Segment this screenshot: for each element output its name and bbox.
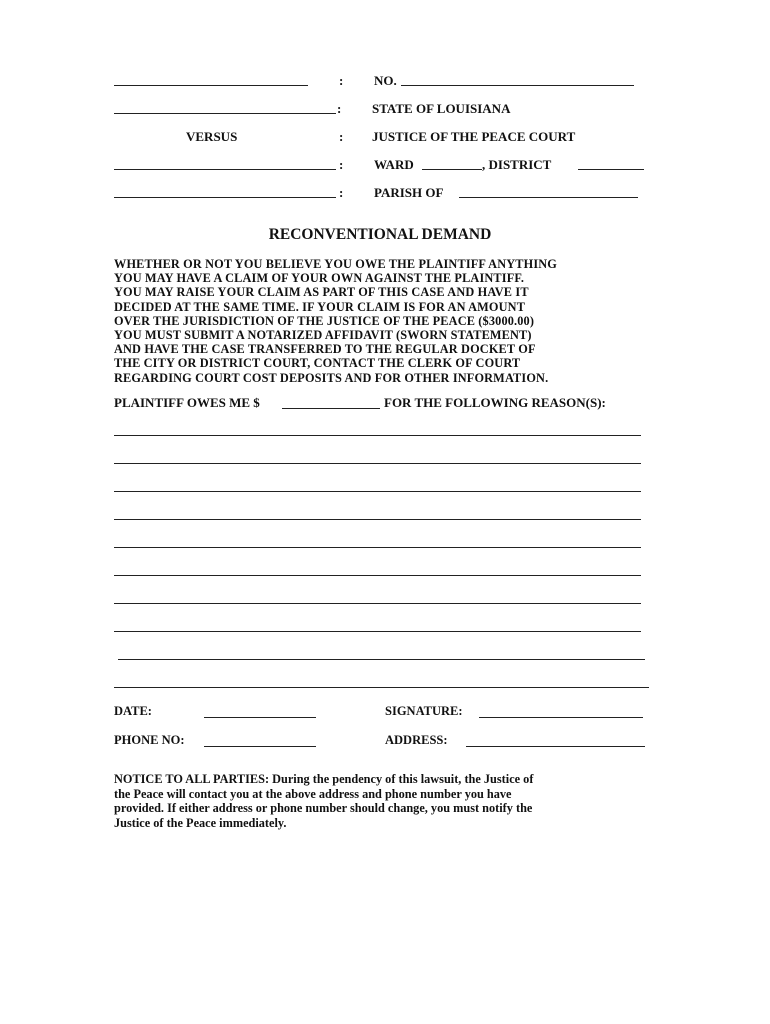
caption-colon: : <box>339 129 344 144</box>
owes-prefix: PLAINTIFF OWES ME $ <box>114 395 260 410</box>
notice-line: Justice of the Peace immediately. <box>114 815 287 830</box>
parish-label: PARISH OF <box>374 185 444 200</box>
party-line-4[interactable] <box>114 197 336 198</box>
phone-label: PHONE NO: <box>114 733 185 747</box>
amount-field[interactable] <box>282 408 380 409</box>
instructions-line: OVER THE JURISDICTION OF THE JUSTICE OF THE PEACE ($3000.00) <box>114 313 535 328</box>
reason-line[interactable] <box>114 463 641 464</box>
reason-line[interactable] <box>114 519 641 520</box>
instructions-line: YOU MUST SUBMIT A NOTARIZED AFFIDAVIT (SWORN STATEMENT) <box>114 328 532 343</box>
reason-line[interactable] <box>114 603 641 604</box>
address-label: ADDRESS: <box>385 733 448 747</box>
date-label: DATE: <box>114 704 152 718</box>
phone-field[interactable] <box>204 746 316 747</box>
reason-line[interactable] <box>114 631 641 632</box>
instructions-line: AND HAVE THE CASE TRANSFERRED TO THE REGULAR DOCKET OF <box>114 342 536 357</box>
state-label: STATE OF LOUISIANA <box>372 101 511 116</box>
date-field[interactable] <box>204 717 316 718</box>
caption-colon: : <box>339 185 344 200</box>
instructions-line: YOU MAY HAVE A CLAIM OF YOUR OWN AGAINST THE PLAINTIFF. <box>114 271 525 286</box>
district-label: , DISTRICT <box>482 157 552 172</box>
reason-line[interactable] <box>114 491 641 492</box>
address-field[interactable] <box>466 746 645 747</box>
ward-field[interactable] <box>422 169 482 170</box>
notice-line: NOTICE TO ALL PARTIES: During the pendency of this lawsuit, the Justice of <box>114 772 534 786</box>
instructions-line: YOU MAY RAISE YOUR CLAIM AS PART OF THIS CASE AND HAVE IT <box>114 285 529 300</box>
owes-suffix: FOR THE FOLLOWING REASON(S): <box>384 395 606 410</box>
signature-label: SIGNATURE: <box>385 704 463 718</box>
party-line-1[interactable] <box>114 85 308 86</box>
district-field[interactable] <box>578 169 644 170</box>
party-line-3[interactable] <box>114 169 336 170</box>
caption-colon: : <box>339 157 344 172</box>
reason-line[interactable] <box>114 547 641 548</box>
notice-paragraph <box>114 772 634 830</box>
notice-line: the Peace will contact you at the above address and phone number you have <box>114 786 512 801</box>
instructions-paragraph <box>114 257 654 385</box>
case-number-label: NO. <box>374 73 397 88</box>
reason-line[interactable] <box>114 575 641 576</box>
caption-colon: : <box>339 73 344 88</box>
document-title: RECONVENTIONAL DEMAND <box>268 226 492 243</box>
court-label: JUSTICE OF THE PEACE COURT <box>372 129 576 144</box>
signature-field[interactable] <box>479 717 643 718</box>
instructions-line: DECIDED AT THE SAME TIME. IF YOUR CLAIM IS FOR AN AMOUNT <box>114 299 526 314</box>
reason-line[interactable] <box>114 435 641 436</box>
party-line-2[interactable] <box>114 113 336 114</box>
instructions-line: THE CITY OR DISTRICT COURT, CONTACT THE CLERK OF COURT <box>114 356 521 371</box>
versus-label: VERSUS <box>186 129 238 144</box>
reason-line[interactable] <box>118 659 645 660</box>
instructions-line: WHETHER OR NOT YOU BELIEVE YOU OWE THE PLAINTIFF ANYTHING <box>114 257 557 271</box>
instructions-line: REGARDING COURT COST DEPOSITS AND FOR OTHER INFORMATION. <box>114 370 549 385</box>
caption-colon: : <box>337 101 342 116</box>
parish-field[interactable] <box>459 197 638 198</box>
ward-label: WARD <box>374 157 414 172</box>
case-number-field[interactable] <box>401 85 634 86</box>
reason-line[interactable] <box>114 687 649 688</box>
notice-line: provided. If either address or phone number should change, you must notify the <box>114 801 533 815</box>
